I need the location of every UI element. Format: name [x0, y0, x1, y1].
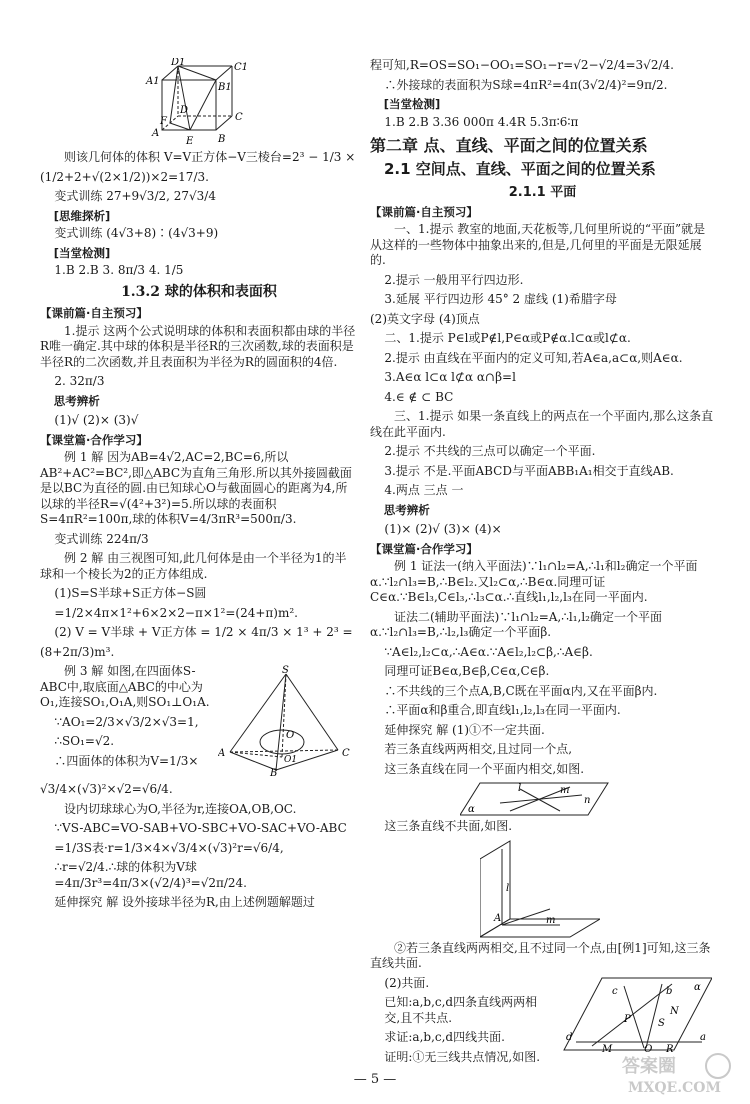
- fig2-label-m: m: [546, 914, 556, 926]
- yanshen-right-6: (2)共面.: [384, 975, 430, 990]
- kq-right-2: 2.提示 一般用平行四边形.: [384, 272, 524, 287]
- example-1-proof-2-line-2: 同理可证B∈α,B∈β,C∈α,C∈β.: [384, 664, 550, 678]
- example-1-proof-2: 证法二(辅助平面法)∵l₁∩l₂=A,∴l₁,l₂确定一个平面α.∵l₂∩l₃=B,∴l₂,l₃确定一个平面β.: [370, 609, 662, 639]
- fig3-label-q: Q: [644, 1043, 653, 1052]
- siwei-heading: [思维探析]: [53, 208, 111, 223]
- left-column: [40, 58, 358, 915]
- example-1: 例 1 解 因为AB=4√2,AC=2,BC=6,所以AB²+AC²=BC²,即△ABC为直角三角形.所以其外接圆截面是以BC为直径的圆.由已知球心O与截面圆心的距离为4,所以球的半径R=√(4²+3²)=5.所以球的表面积S=4πR²=100π,球的体积V=4/3πR³=500π/3.: [40, 450, 352, 526]
- tetra-label-o: O: [286, 730, 295, 741]
- kq-right-7: 4.∈ ∉ ⊂ BC: [384, 389, 454, 404]
- kq-heading-right: 【课前篇·自主预习】: [370, 204, 478, 219]
- fig2-label-l: l: [506, 882, 510, 894]
- example-3-radius: ∴r=√2/4.∴球的体积为V球=4π/3r³=4π/3×(√2/4)³=√2π/24.: [54, 860, 247, 890]
- bianshi-2: 变式训练 (4√3+8)∶(4√3+9): [54, 226, 219, 240]
- fig3-label-a: a: [700, 1031, 706, 1043]
- outer-sphere-area: ∴外接球的表面积为S球=4πR²=4π(3√2/4)²=9π/2.: [384, 77, 668, 92]
- svg-text:答案圈: 答案圈: [622, 1056, 676, 1077]
- fig3-label-n: N: [670, 1005, 679, 1017]
- yanshen-right-4: 这三条直线不共面,如图.: [384, 819, 513, 833]
- yanshen-right-2: 若三条直线两两相交,且过同一个点,: [384, 742, 573, 756]
- example-1-proof-2-line-1: ∵A∈l₂,l₂⊂α,∴A∈α.∵A∈l₂,l₂⊂β,∴A∈β.: [384, 644, 593, 659]
- example-3-ao1: ∵AO₁=2/3×√3/2×√3=1,: [54, 714, 199, 729]
- bianshi-3: 变式训练 224π/3: [54, 531, 149, 546]
- fig3-label-b: b: [666, 985, 673, 997]
- example-3-intro: 例 3 解 如图,在四面体S-ABC中,取底面△ABC的中心为O₁,连接SO₁,O₁A,则SO₁⊥O₁A.: [40, 664, 210, 709]
- yanshen-right-1: 延伸探究 解 (1)①不一定共面.: [384, 722, 545, 737]
- fig1-label-l: l: [518, 783, 522, 794]
- yanshen-right-5: ②若三条直线两两相交,且不过同一个点,由[例1]可知,这三条直线共面.: [370, 940, 711, 970]
- example-2-line-3: (2) V = V半球 + V正方体 = 1/2 × 4π/3 × 1³ + 2³ =: [54, 625, 353, 639]
- cube-label-b: B: [218, 134, 226, 145]
- cube-label-b1: B1: [218, 82, 232, 93]
- figure-lines-concurrent: [460, 781, 610, 817]
- watermark-logo: [618, 1048, 738, 1096]
- fig1-label-n: n: [584, 795, 591, 806]
- sikao-answers-left: (1)√ (2)× (3)√: [54, 413, 139, 427]
- example-3-inner-sphere: 设内切球球心为O,半径为r,连接OA,OB,OC.: [64, 801, 297, 816]
- kq-right-6: 3.A∈α l⊂α l⊄α α∩β=l: [384, 370, 516, 384]
- yanshen-right-3: 这三条直线在同一个平面内相交,如图.: [384, 761, 585, 776]
- example-2: 例 2 解 由三视图可知,此几何体是由一个半径为1的半球和一个棱长为2的正方体组成.: [40, 551, 347, 581]
- dangtang-answers-1: 1.B 2.B 3. 8π/3 4. 1/5: [54, 263, 184, 277]
- volume-line-2: (1/2+2+√(2×1/2))×2=17/3.: [40, 169, 209, 184]
- cube-label-c1: C1: [234, 62, 249, 73]
- sikao-heading-left: 思考辨析: [53, 393, 100, 408]
- fig3-label-s: S: [658, 1017, 665, 1029]
- fig3-label-p: P: [624, 1013, 631, 1025]
- fig3-label-d: d: [566, 1031, 573, 1043]
- tetra-label-c: C: [342, 748, 350, 759]
- cube-diagram: [140, 58, 280, 150]
- tetra-label-b: B: [270, 768, 278, 776]
- yanshen-right-7: 已知:a,b,c,d四条直线两两相交,且不共点.: [384, 995, 538, 1025]
- dangtang-heading-2: [当堂检测]: [383, 97, 441, 111]
- cube-label-f: F: [160, 116, 167, 127]
- continuation-line: 程可知,R=OS=SO₁−OO₁=SO₁−r=√2−√2/4=3√2/4.: [370, 58, 674, 72]
- kq-right-8: 三、1.提示 如果一条直线上的两点在一个平面内,那么这条直线在此平面内.: [370, 409, 714, 439]
- section-21-title: 2.1 空间点、直线、平面之间的位置关系: [384, 159, 656, 178]
- fig3-label-alpha: α: [694, 981, 701, 993]
- figure-lines-noncoplanar: [480, 839, 600, 939]
- yanshen-right-8: 求证:a,b,c,d四线共面.: [384, 1030, 505, 1044]
- sikao-answers-right: (1)× (2)√ (3)× (4)×: [384, 522, 502, 536]
- figure-four-lines: [562, 976, 712, 1052]
- example-2-line-2: =1/2×4π×1²+6×2×2−π×1²=(24+π)m².: [54, 605, 298, 620]
- kq-right-4: 二、1.提示 P∈l或P∉l,P∈α或P∉α.l⊂α或l⊄α.: [384, 331, 631, 345]
- kq-right-5: 2.提示 由直线在平面内的定义可知,若A∈a,a⊂α,则A∈α.: [384, 350, 683, 365]
- fig3-label-r: R: [666, 1043, 674, 1052]
- fig1-label-m: m: [560, 785, 570, 796]
- kq-right-11: 4.两点 三点 一: [384, 483, 464, 497]
- cube-label-e: E: [186, 136, 194, 147]
- cube-label-d: D: [180, 105, 189, 116]
- kt-heading-left: 【课堂篇·合作学习】: [40, 432, 148, 447]
- kq-right-3: 3.延展 平行四边形 45° 2 虚线 (1)希腊字母: [384, 292, 617, 306]
- kq-item-1: 1.提示 这两个公式说明球的体积和表面积都由球的半径R唯一确定.其中球的体积是半径R的三次函数,球的表面积是半径R的二次函数,并且表面积为半径为R的圆面积的4倍.: [40, 323, 356, 369]
- kq-right-3b: (2)英文字母 (4)顶点: [370, 311, 480, 326]
- kq-right-9: 2.提示 不共线的三点可以确定一个平面.: [384, 444, 596, 458]
- dangtang-answers-2: 1.B 2.B 3.36 000π 4.4R 5.3π∶6∶π: [384, 114, 579, 129]
- kt-heading-right: 【课堂篇·合作学习】: [370, 541, 478, 556]
- example-3-block: [40, 664, 358, 782]
- tetra-label-o1: O1: [284, 755, 298, 765]
- cube-label-d1: D1: [171, 58, 186, 68]
- proof-block: [370, 975, 715, 1064]
- yanshen-right-9: 证明:①无三线共点情况,如图.: [384, 1049, 541, 1064]
- cube-figure: [40, 58, 358, 150]
- cube-label-a: A: [152, 128, 160, 139]
- example-3-surface: =1/3S表·r=1/3×4×√3/4×(√3)²r=√6/4,: [54, 840, 284, 855]
- example-3-volume: ∴四面体的体积为V=1/3×: [54, 753, 199, 768]
- section-132-title: 1.3.2 球的体积和表面积: [121, 283, 277, 300]
- example-1-proof-2-line-3: ∴不共线的三个点A,B,C既在平面α内,又在平面β内.: [384, 683, 658, 698]
- right-column: [370, 58, 715, 1064]
- example-3-so1: ∴SO₁=√2.: [54, 734, 115, 748]
- fig1-label-alpha: α: [468, 804, 475, 815]
- bianshi-1: 变式训练 27+9√3/2, 27√3/4: [54, 189, 216, 203]
- svg-text:MXQE.COM: MXQE.COM: [628, 1080, 721, 1096]
- sikao-heading-right: 思考辨析: [383, 502, 430, 517]
- tetrahedron-diagram: [218, 664, 358, 776]
- yanshen-left: 延伸探究 解 设外接球半径为R,由上述例题解题过: [54, 895, 315, 909]
- cube-label-c: C: [235, 112, 243, 123]
- volume-line-1: 则该几何体的体积 V=V正方体−V三棱台=2³ − 1/3 ×: [64, 150, 356, 164]
- fig3-label-c: c: [612, 985, 618, 997]
- example-2-line-1: (1)S=S半球+S正方体−S圆: [54, 586, 207, 600]
- example-1-proof-2-line-4: ∴平面α和β重合,即直线l₁,l₂,l₃在同一平面内.: [384, 703, 621, 717]
- tetra-label-a: A: [218, 748, 226, 759]
- cube-label-a1: A1: [146, 76, 160, 87]
- tetra-label-s: S: [282, 665, 289, 676]
- section-211-title: 2.1.1 平面: [508, 185, 577, 200]
- example-1-proof-1: 例 1 证法一(纳入平面法)∵l₁∩l₂=A,∴l₁和l₂确定一个平面α.∵l₂∩l₃=B,∴B∈l₂.又l₂⊂α,∴B∈α.同理可证C∈α.∵B∈l₃,C∈l₃,∴l₃⊂α.∴直线l₁,l₂,l₃在同一平面内.: [370, 559, 698, 604]
- fig2-label-a: A: [494, 912, 502, 924]
- kq-right-1: 一、1.提示 教室的地面,天花板等,几何里所说的“平面”就是从这样的一些物体中抽象出来的,但是,几何里的平面是无限延展的.: [370, 222, 706, 267]
- fig3-label-m: M: [602, 1043, 613, 1052]
- kq-right-10: 3.提示 不是.平面ABCD与平面ABB₁A₁相交于直线AB.: [384, 463, 674, 478]
- dangtang-heading-1: [当堂检测]: [53, 245, 111, 260]
- kq-heading-left: 【课前篇·自主预习】: [40, 306, 148, 320]
- example-3-volume-result: √3/4×(√3)²×√2=√6/4.: [40, 782, 173, 796]
- example-3-volume-sum: ∵VS-ABC=VO-SAB+VO-SBC+VO-SAC+VO-ABC: [54, 821, 347, 835]
- page-number: — 5 —: [353, 1072, 397, 1087]
- kq-item-2: 2. 32π/3: [54, 374, 105, 388]
- chapter-title: 第二章 点、直线、平面之间的位置关系: [370, 136, 648, 155]
- example-2-line-4: (8+2π/3)m³.: [40, 644, 115, 659]
